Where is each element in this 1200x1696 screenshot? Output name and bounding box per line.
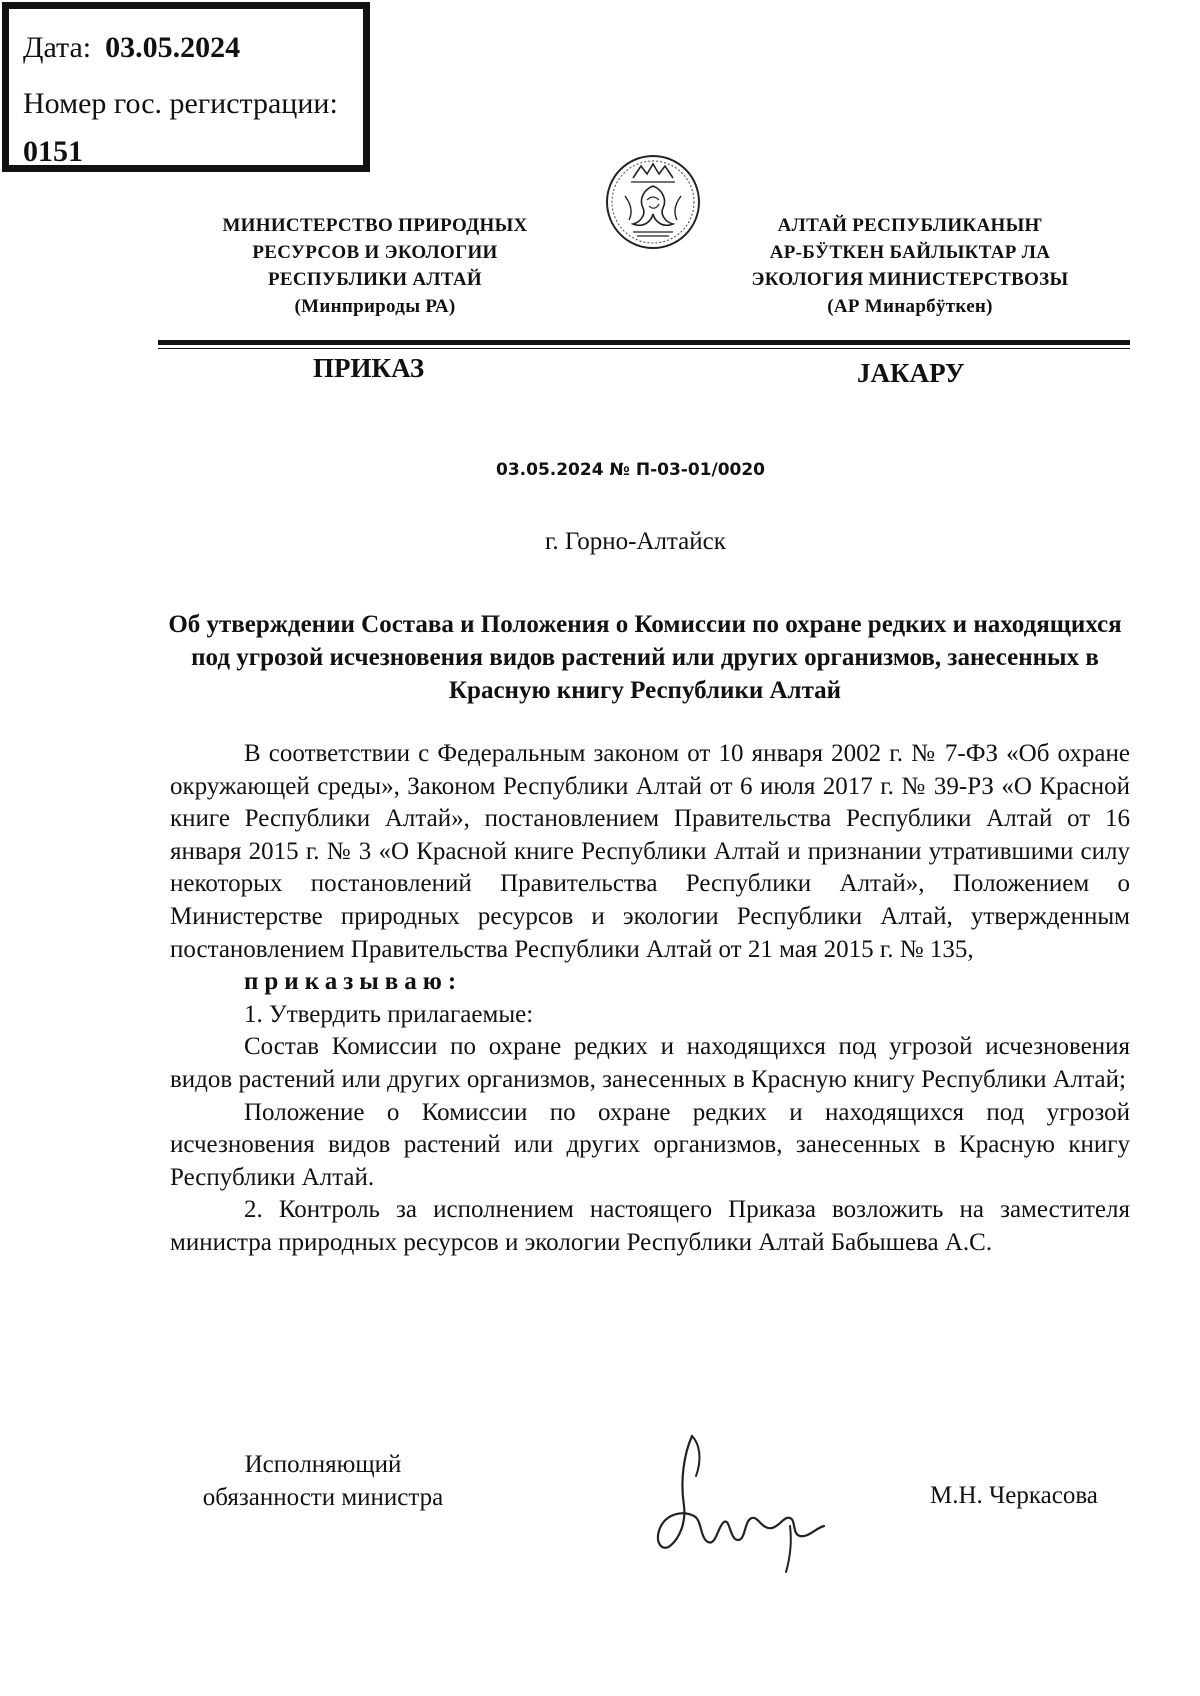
ministry-name-abbrev: (Минприроды РА) <box>294 296 456 317</box>
document-number: 03.05.2024 № П-03-01/0020 <box>496 460 766 480</box>
ministry-name-line: АР-БӰТКЕН БАЙЛЫКТАР ЛА <box>769 242 1051 263</box>
signatory-name: М.Н. Черкасова <box>930 1482 1098 1509</box>
registration-number-value: 0151 <box>23 135 83 168</box>
signatory-position-line: обязанности министра <box>202 1484 444 1511</box>
ministry-name-line: РЕСПУБЛИКИ АЛТАЙ <box>268 269 482 290</box>
orders-keyword: приказываю: <box>244 968 463 996</box>
ministry-name-line: РЕСУРСОВ И ЭКОЛОГИИ <box>252 242 498 263</box>
header-divider-thin <box>158 348 1130 349</box>
item-1b: Положение о Комиссии по охране редких и находящихся под угрозой исчезновения видов растений или других организмов, занесенных в Красную книгу Республики Алтай. <box>170 1098 1130 1191</box>
item-1a: Состав Комиссии по охране редких и находящихся под угрозой исчезновения видов растений или других организмов, занесенных в Красную книгу Республики Алтай; <box>170 1033 1130 1093</box>
item-2: 2. Контроль за исполнением настоящего Приказа возложить на заместителя министра природных ресурсов и экологии Республики Алтай Бабышева А.С. <box>170 1196 1130 1256</box>
document-type-russian: ПРИКАЗ <box>313 353 425 383</box>
ministry-name-russian <box>200 212 550 320</box>
signatory-position <box>178 1448 468 1514</box>
ministry-name-altai <box>720 212 1100 320</box>
handwritten-signature <box>640 1430 840 1575</box>
header-divider-thick <box>158 340 1130 345</box>
coat-of-arms-emblem <box>603 152 703 252</box>
document-type-altai: JАКАРУ <box>857 358 965 388</box>
registration-date-label: Дата: <box>23 31 92 64</box>
ministry-name-line: АЛТАЙ РЕСПУБЛИКАНЫҤ <box>777 215 1043 236</box>
document-city: г. Горно-Алтайск <box>545 528 726 555</box>
signatory-position-line: Исполняющий <box>244 1451 402 1478</box>
item-1: 1. Утвердить прилагаемые: <box>244 1000 534 1028</box>
registration-stamp <box>2 2 370 172</box>
registration-number-label: Номер гос. регистрации: <box>23 87 338 120</box>
registration-date-row <box>23 33 240 63</box>
ministry-name-line: МИНИСТЕРСТВО ПРИРОДНЫХ <box>222 215 528 236</box>
ministry-name-line: ЭКОЛОГИЯ МИНИСТЕРСТВОЗЫ <box>751 269 1069 290</box>
document-body <box>170 738 1130 1260</box>
document-title: Об утверждении Состава и Положения о Комиссии по охране редких и находящихся под угрозой исчезновения видов растений или других организмов, занесенных в Красную книгу Республики Алтай <box>168 611 1122 704</box>
registration-date-value: 03.05.2024 <box>105 31 241 64</box>
preamble-paragraph: В соответствии с Федеральным законом от 10 января 2002 г. № 7-ФЗ «Об охране окружающей среды», Законом Республики Алтай от 6 июля 2017 г. № 39-РЗ «О Красной книге Республики Алтай», постановлением Правительства Республики Алтай от 16 января 2015 г. № 3 «О Красной книге Республики Алтай и признании утратившими силу некоторых постановлений Правительства Республики Алтай», Положением о Министерстве природных ресурсов и экологии Республики Алтай, утвержденным постановлением Правительства Республики Алтай от 21 мая 2015 г. № 135, <box>170 740 1130 963</box>
ministry-name-abbrev: (АР Минарбӱткен) <box>827 296 993 317</box>
